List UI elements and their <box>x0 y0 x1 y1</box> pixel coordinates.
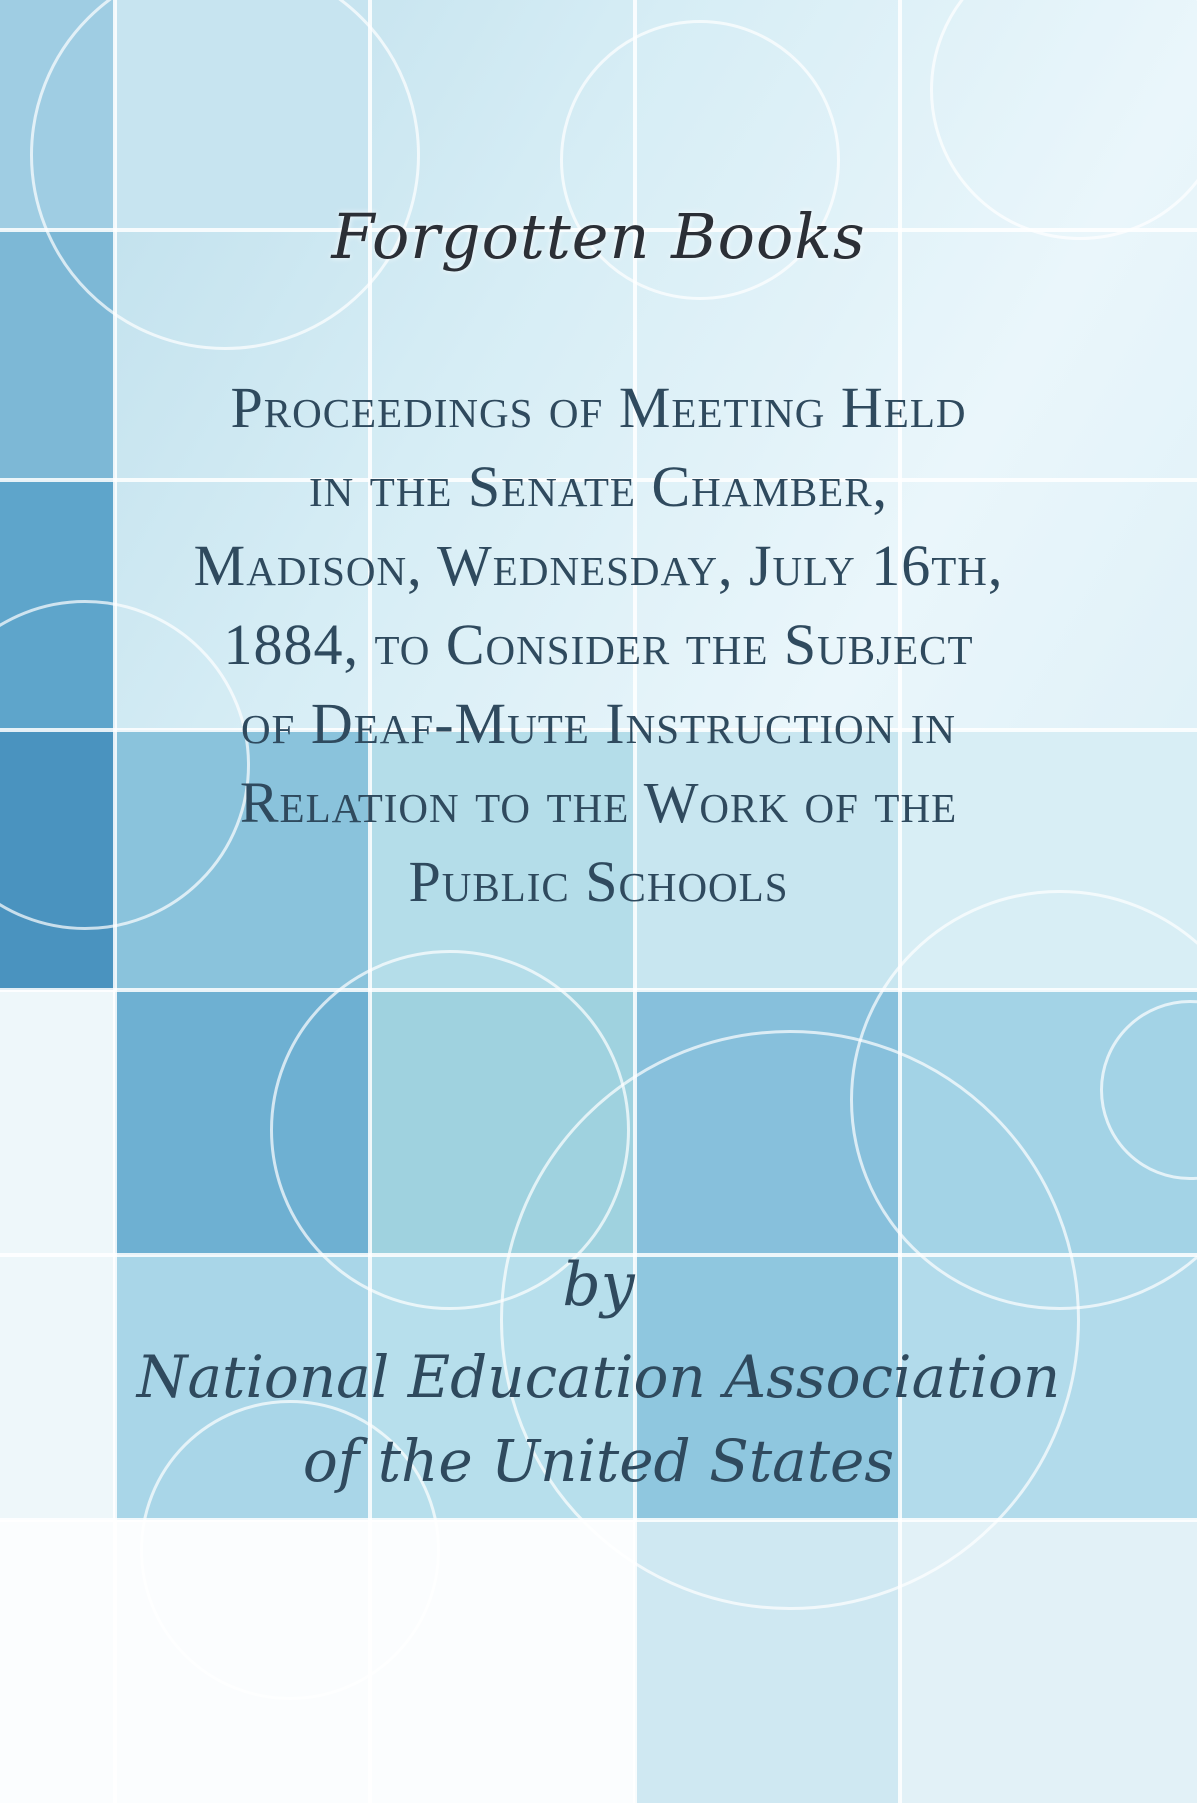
title-line: 1884, to Consider the Subject <box>223 612 974 677</box>
author-line: National Education Association <box>136 1343 1061 1411</box>
author <box>100 1335 1097 1503</box>
title-line: in the Senate Chamber, <box>308 454 889 519</box>
publisher-logo: Forgotten Books <box>331 200 866 273</box>
book-title <box>120 368 1077 921</box>
by-label: by <box>562 1250 635 1320</box>
title-line: of Deaf-Mute Instruction in <box>240 691 957 756</box>
title-line: Proceedings of Meeting Held <box>230 375 967 440</box>
title-line: Public Schools <box>408 849 789 914</box>
author-line: of the United States <box>302 1427 895 1495</box>
title-line: Madison, Wednesday, July 16th, <box>193 533 1004 598</box>
title-line: Relation to the Work of the <box>239 770 958 835</box>
